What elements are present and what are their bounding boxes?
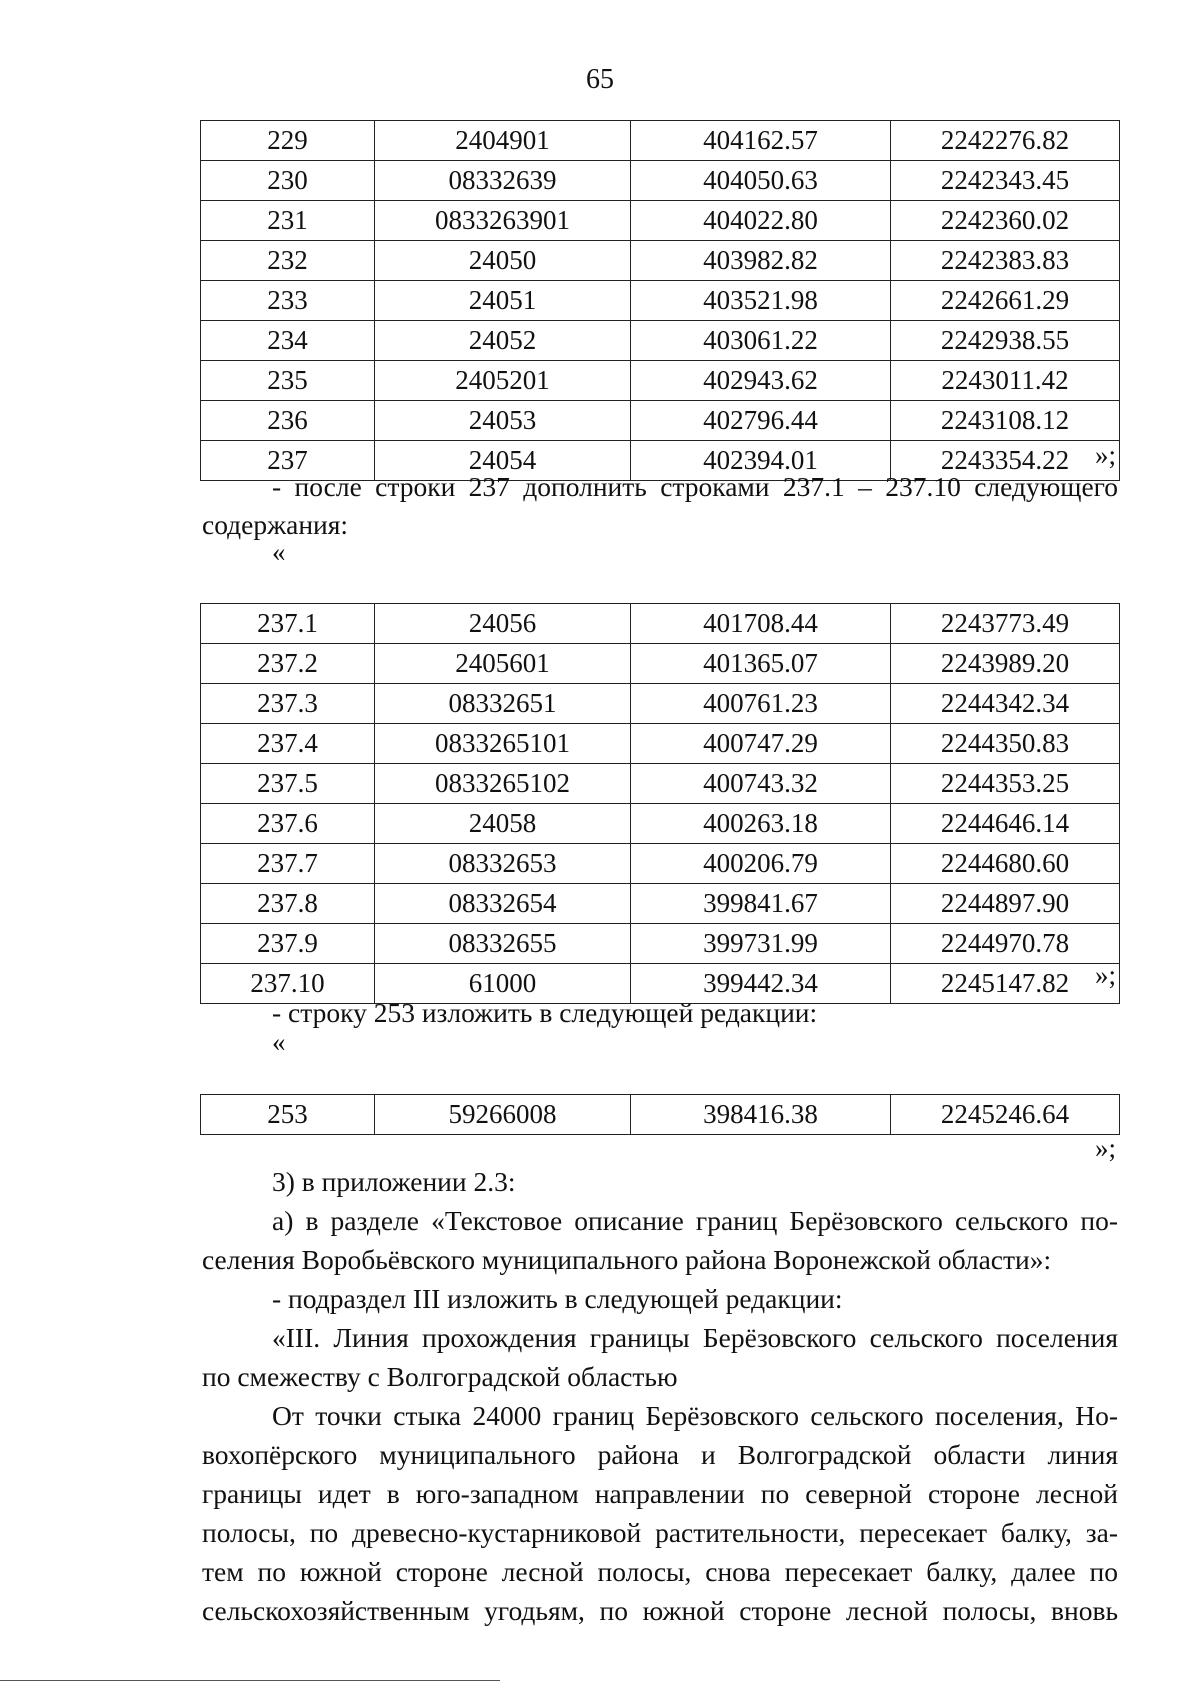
table-cell: 400743.32 <box>631 764 891 804</box>
table-cell: 237.8 <box>201 884 375 924</box>
page-number: 65 <box>586 64 614 95</box>
table-cell: 400263.18 <box>631 804 891 844</box>
table-row <box>201 844 1120 884</box>
table-cell: 404050.63 <box>631 161 891 201</box>
table-cell: 401708.44 <box>631 604 891 644</box>
table-cell: 08332654 <box>375 884 631 924</box>
table-row <box>201 321 1120 361</box>
instruction-after-237-line1: - после строки 237 дополнить строками 237.1 – 237.10 следующего <box>272 471 1118 502</box>
table-row <box>201 804 1120 844</box>
table-row <box>201 604 1120 644</box>
table-cell: 59266008 <box>375 1095 631 1135</box>
table-cell: 237.10 <box>201 964 375 1004</box>
table-cell: 2244342.34 <box>891 684 1120 724</box>
table-cell: 61000 <box>375 964 631 1004</box>
closing-quote-2: »; <box>1094 960 1116 990</box>
table-cell: 399841.67 <box>631 884 891 924</box>
paragraph-line: сельскохозяйственным угодьям, по южной стороне лесной полосы, вновь <box>202 1595 1118 1626</box>
table-cell: 237.2 <box>201 644 375 684</box>
table-cell: 404022.80 <box>631 201 891 241</box>
table-cell: 234 <box>201 321 375 361</box>
paragraph-line: От точки стыка 24000 границ Берёзовского сельского поселения, Но- <box>272 1400 1118 1431</box>
instruction-row-253: - строку 253 изложить в следующей редакции: <box>272 997 818 1028</box>
table-row <box>201 281 1120 321</box>
section-a-line1: а) в разделе «Текстовое описание границ Берёзовского сельского по- <box>272 1205 1118 1236</box>
table-cell: 403061.22 <box>631 321 891 361</box>
table-cell: 237.4 <box>201 724 375 764</box>
table-cell: 24051 <box>375 281 631 321</box>
table-row <box>201 161 1120 201</box>
closing-quote-1: »; <box>1094 440 1116 470</box>
table-cell: 24056 <box>375 604 631 644</box>
table-cell: 24053 <box>375 401 631 441</box>
table-cell: 402943.62 <box>631 361 891 401</box>
table-cell: 2244353.25 <box>891 764 1120 804</box>
table-cell: 08332653 <box>375 844 631 884</box>
closing-quote-3: »; <box>1094 1133 1116 1163</box>
table-cell: 237.7 <box>201 844 375 884</box>
table-row <box>201 401 1120 441</box>
table-cell: 24054 <box>375 441 631 481</box>
table-cell: 2242276.82 <box>891 121 1120 161</box>
table-cell: 0833265101 <box>375 724 631 764</box>
paragraph-line: тем по южной стороне лесной полосы, снова пересекает балку, далее по <box>202 1556 1118 1587</box>
table-cell: 400747.29 <box>631 724 891 764</box>
footer-rule <box>0 1680 500 1681</box>
table-cell: 2244350.83 <box>891 724 1120 764</box>
table-cell: 2404901 <box>375 121 631 161</box>
table-row <box>201 684 1120 724</box>
table-cell: 2243108.12 <box>891 401 1120 441</box>
table-cell: 253 <box>201 1095 375 1135</box>
table-cell: 0833263901 <box>375 201 631 241</box>
table-cell: 2244646.14 <box>891 804 1120 844</box>
table-cell: 24052 <box>375 321 631 361</box>
heading-line2: по смежеству с Волгоградской областью <box>202 1361 678 1392</box>
table-cell: 237.9 <box>201 924 375 964</box>
table-cell: 2405201 <box>375 361 631 401</box>
appendix-item: 3) в приложении 2.3: <box>272 1166 516 1197</box>
heading-line1: «III. Линия прохождения границы Берёзовского сельского поселения <box>272 1322 1118 1353</box>
table-cell: 24058 <box>375 804 631 844</box>
table-cell: 2245246.64 <box>891 1095 1120 1135</box>
table-cell: 404162.57 <box>631 121 891 161</box>
table-cell: 08332655 <box>375 924 631 964</box>
coordinates-table-1 <box>200 120 1120 481</box>
table-cell: 2242938.55 <box>891 321 1120 361</box>
table-cell: 237.6 <box>201 804 375 844</box>
table-cell: 237.1 <box>201 604 375 644</box>
table-cell: 403521.98 <box>631 281 891 321</box>
coordinates-table-2 <box>200 603 1120 1004</box>
table-cell: 2242661.29 <box>891 281 1120 321</box>
table-cell: 400761.23 <box>631 684 891 724</box>
table-cell: 231 <box>201 201 375 241</box>
table-cell: 237.5 <box>201 764 375 804</box>
table-cell: 398416.38 <box>631 1095 891 1135</box>
table-row <box>201 361 1120 401</box>
table-cell: 232 <box>201 241 375 281</box>
section-a-line2: селения Воробьёвского муниципального района Воронежской области»: <box>202 1244 1052 1275</box>
table-row <box>201 241 1120 281</box>
table-cell: 2243011.42 <box>891 361 1120 401</box>
paragraph-line: границы идет в юго-западном направлении по северной стороне лесной <box>202 1478 1118 1509</box>
table-cell: 2244970.78 <box>891 924 1120 964</box>
table-cell: 24050 <box>375 241 631 281</box>
table-cell: 0833265102 <box>375 764 631 804</box>
paragraph-line: полосы, по древесно-кустарниковой растительности, пересекает балку, за- <box>202 1517 1118 1548</box>
table-cell: 2243354.22 <box>891 441 1120 481</box>
table-cell: 230 <box>201 161 375 201</box>
table-row <box>201 1095 1120 1135</box>
table-cell: 399731.99 <box>631 924 891 964</box>
table-row <box>201 724 1120 764</box>
table-row <box>201 644 1120 684</box>
table-cell: 2245147.82 <box>891 964 1120 1004</box>
opening-quote-1: « <box>272 537 286 567</box>
table-cell: 2243773.49 <box>891 604 1120 644</box>
table-cell: 400206.79 <box>631 844 891 884</box>
table-cell: 08332651 <box>375 684 631 724</box>
table-cell: 2244680.60 <box>891 844 1120 884</box>
instruction-after-237-line2: содержания: <box>202 509 349 540</box>
table-cell: 08332639 <box>375 161 631 201</box>
table-row <box>201 121 1120 161</box>
table-cell: 235 <box>201 361 375 401</box>
table-cell: 403982.82 <box>631 241 891 281</box>
table-row <box>201 764 1120 804</box>
table-cell: 402394.01 <box>631 441 891 481</box>
coordinates-table-3 <box>200 1094 1120 1135</box>
table-cell: 236 <box>201 401 375 441</box>
paragraph-line: вохопёрского муниципального района и Волгоградской области линия <box>202 1439 1118 1470</box>
table-row <box>201 884 1120 924</box>
table-cell: 2242383.83 <box>891 241 1120 281</box>
table-cell: 233 <box>201 281 375 321</box>
table-cell: 399442.34 <box>631 964 891 1004</box>
table-cell: 237.3 <box>201 684 375 724</box>
table-cell: 237 <box>201 441 375 481</box>
table-cell: 401365.07 <box>631 644 891 684</box>
table-row <box>201 201 1120 241</box>
table-cell: 402796.44 <box>631 401 891 441</box>
table-cell: 2242360.02 <box>891 201 1120 241</box>
table-row <box>201 924 1120 964</box>
table-cell: 229 <box>201 121 375 161</box>
table-cell: 2405601 <box>375 644 631 684</box>
table-cell: 2244897.90 <box>891 884 1120 924</box>
table-cell: 2243989.20 <box>891 644 1120 684</box>
table-cell: 2242343.45 <box>891 161 1120 201</box>
subsection-instruction: - подраздел III изложить в следующей редакции: <box>272 1283 843 1314</box>
opening-quote-2: « <box>272 1027 286 1057</box>
